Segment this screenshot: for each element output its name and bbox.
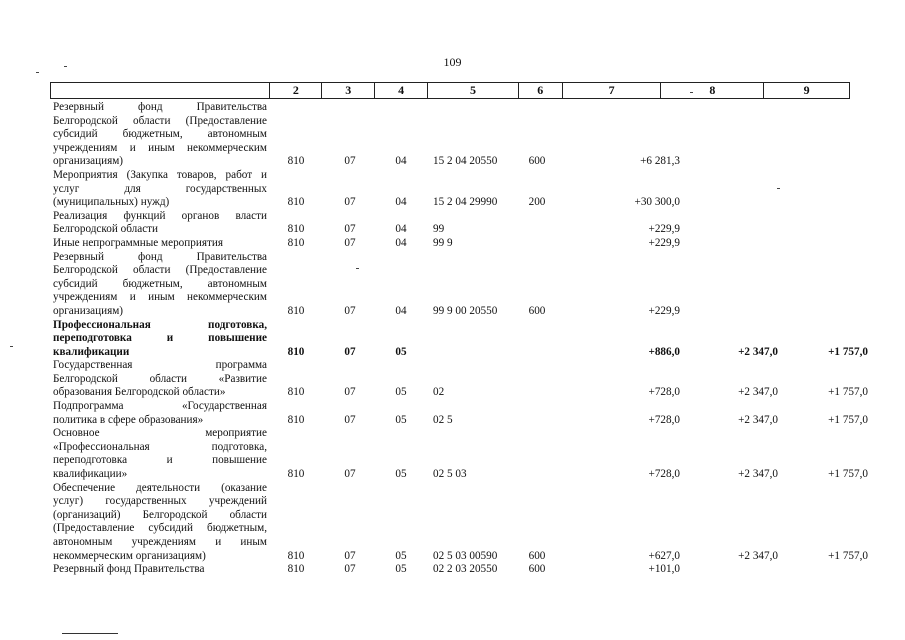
row-description bbox=[53, 427, 267, 481]
description-line: субсидий бюджетным, автономным bbox=[53, 277, 267, 290]
row-description bbox=[53, 237, 267, 251]
description-line: Белгородской области bbox=[53, 223, 159, 236]
header-col-5: 5 bbox=[427, 83, 518, 98]
cell-grbs: 810 bbox=[287, 386, 305, 399]
description-line: организациям) bbox=[53, 304, 124, 317]
description-line: Белгородской области «Развитие bbox=[53, 372, 267, 385]
description-line: учреждениям и иным некоммерческим bbox=[53, 291, 267, 304]
cell-pr: 04 bbox=[395, 236, 407, 249]
cell-sum-9: +1 757,0 bbox=[828, 549, 868, 562]
cell-sum-8: +2 347,0 bbox=[738, 413, 778, 426]
row-description bbox=[53, 319, 267, 360]
cell-sum-7: +101,0 bbox=[648, 563, 680, 576]
cell-sum-9: +1 757,0 bbox=[828, 386, 868, 399]
cell-rz: 07 bbox=[344, 549, 356, 562]
cell-grbs: 810 bbox=[287, 304, 305, 317]
row-description bbox=[53, 251, 267, 319]
cell-rz: 07 bbox=[344, 196, 356, 209]
description-line: Государственная программа bbox=[53, 359, 267, 372]
cell-csr: 15 2 04 29990 bbox=[433, 196, 498, 209]
description-line: квалификации bbox=[53, 345, 130, 358]
cell-sum-7: +627,0 bbox=[648, 549, 680, 562]
row-description bbox=[53, 210, 267, 237]
description-line: субсидий бюджетным, автономным bbox=[53, 128, 267, 141]
description-line: (муниципальных) нужд) bbox=[53, 196, 170, 209]
cell-rz: 07 bbox=[344, 413, 356, 426]
row-description bbox=[53, 359, 267, 400]
header-col-8: 8 bbox=[660, 83, 763, 98]
cell-vr: 600 bbox=[528, 155, 546, 168]
description-line: политика в сфере образования» bbox=[53, 413, 204, 426]
cell-grbs: 810 bbox=[287, 196, 305, 209]
cell-rz: 07 bbox=[344, 304, 356, 317]
cell-sum-7: +728,0 bbox=[648, 468, 680, 481]
row-description bbox=[53, 400, 267, 427]
cell-pr: 04 bbox=[395, 155, 407, 168]
cell-csr: 02 bbox=[433, 386, 445, 399]
description-line: квалификации» bbox=[53, 468, 128, 481]
cell-grbs: 810 bbox=[287, 563, 305, 576]
description-line: услуг для государственных bbox=[53, 182, 267, 195]
cell-grbs: 810 bbox=[287, 549, 305, 562]
header-col-4: 4 bbox=[374, 83, 427, 98]
table-body bbox=[53, 101, 868, 577]
description-line: Основное мероприятие bbox=[53, 427, 267, 440]
scan-speck bbox=[36, 72, 39, 73]
description-line: Подпрограмма «Государственная bbox=[53, 400, 267, 413]
cell-sum-7: +728,0 bbox=[648, 413, 680, 426]
cell-pr: 05 bbox=[395, 413, 407, 426]
cell-sum-7: +886,0 bbox=[648, 345, 680, 358]
table-row bbox=[53, 251, 853, 319]
cell-vr: 600 bbox=[528, 304, 546, 317]
cell-csr: 02 5 03 bbox=[433, 468, 467, 481]
description-line: (организаций) Белгородской области bbox=[53, 508, 267, 521]
scan-speck bbox=[64, 66, 67, 67]
description-line: учреждениям и иным некоммерческим bbox=[53, 141, 267, 154]
cell-pr: 05 bbox=[395, 345, 407, 358]
table-row bbox=[53, 563, 853, 577]
cell-rz: 07 bbox=[344, 563, 356, 576]
cell-sum-9: +1 757,0 bbox=[828, 413, 868, 426]
row-description bbox=[53, 169, 267, 210]
cell-pr: 05 bbox=[395, 386, 407, 399]
cell-sum-7: +6 281,3 bbox=[640, 155, 680, 168]
table-row bbox=[53, 359, 868, 400]
cell-sum-7: +229,9 bbox=[648, 236, 680, 249]
cell-sum-7: +229,9 bbox=[648, 223, 680, 236]
cell-csr: 02 5 03 00590 bbox=[433, 549, 498, 562]
description-line: автономным учреждениям и иным bbox=[53, 536, 267, 548]
cell-pr: 05 bbox=[395, 549, 407, 562]
header-col-2: 2 bbox=[269, 83, 321, 98]
description-line: (Предоставление субсидий бюджетным, bbox=[53, 522, 267, 535]
table-row bbox=[53, 210, 853, 237]
cell-grbs: 810 bbox=[287, 345, 305, 358]
header-col-3: 3 bbox=[321, 83, 374, 98]
cell-sum-8: +2 347,0 bbox=[738, 549, 778, 562]
cell-pr: 05 bbox=[395, 468, 407, 481]
cell-vr: 600 bbox=[528, 563, 546, 576]
header-col-6: 6 bbox=[518, 83, 562, 98]
bottom-rule bbox=[62, 633, 118, 634]
description-line: Резервный фонд Правительства bbox=[53, 563, 205, 576]
cell-grbs: 810 bbox=[287, 223, 305, 236]
description-line: Иные непрограммные мероприятия bbox=[53, 236, 224, 249]
cell-sum-8: +2 347,0 bbox=[738, 468, 778, 481]
cell-csr: 02 2 03 20550 bbox=[433, 563, 498, 576]
cell-sum-8: +2 347,0 bbox=[738, 386, 778, 399]
cell-rz: 07 bbox=[344, 223, 356, 236]
description-line: Резервный фонд Правительства bbox=[53, 101, 267, 113]
description-line: переподготовка и повышение bbox=[53, 454, 267, 467]
cell-csr: 15 2 04 20550 bbox=[433, 155, 498, 168]
row-description bbox=[53, 101, 267, 169]
cell-sum-8: +2 347,0 bbox=[738, 345, 778, 358]
cell-rz: 07 bbox=[344, 236, 356, 249]
table-row bbox=[53, 101, 853, 169]
description-line: Белгородской области (Предоставление bbox=[53, 264, 267, 277]
description-line: организациям) bbox=[53, 155, 124, 168]
scan-speck bbox=[690, 92, 693, 93]
table-row bbox=[53, 481, 868, 564]
table-row bbox=[53, 318, 868, 360]
description-line: Обеспечение деятельности (оказание bbox=[53, 481, 267, 494]
cell-grbs: 810 bbox=[287, 155, 305, 168]
description-line: образования Белгородской области» bbox=[53, 386, 226, 399]
description-line: Резервный фонд Правительства bbox=[53, 250, 267, 263]
description-line: «Профессиональная подготовка, bbox=[53, 440, 267, 453]
cell-pr: 05 bbox=[395, 563, 407, 576]
cell-grbs: 810 bbox=[287, 413, 305, 426]
description-line: некоммерческим организациям) bbox=[53, 549, 206, 562]
cell-sum-7: +30 300,0 bbox=[634, 196, 680, 209]
description-line: Белгородской области (Предоставление bbox=[53, 114, 267, 127]
table-row bbox=[53, 169, 853, 210]
description-line: Профессиональная подготовка, bbox=[53, 318, 267, 331]
cell-grbs: 810 bbox=[287, 236, 305, 249]
table-row bbox=[53, 400, 868, 427]
description-line: услуг) государственных учреждений bbox=[53, 495, 267, 508]
cell-pr: 04 bbox=[395, 196, 407, 209]
cell-vr: 200 bbox=[528, 196, 546, 209]
cell-csr: 99 9 bbox=[433, 236, 453, 249]
page-number: 109 bbox=[443, 55, 462, 69]
cell-csr: 02 5 bbox=[433, 413, 453, 426]
scan-speck bbox=[777, 188, 780, 189]
table-row bbox=[53, 427, 868, 481]
cell-vr: 600 bbox=[528, 549, 546, 562]
cell-sum-9: +1 757,0 bbox=[828, 468, 868, 481]
cell-sum-9: +1 757,0 bbox=[828, 345, 868, 358]
header-col-1 bbox=[51, 83, 269, 98]
header-col-7: 7 bbox=[562, 83, 661, 98]
row-description bbox=[53, 482, 267, 564]
scan-speck bbox=[356, 268, 359, 269]
cell-rz: 07 bbox=[344, 386, 356, 399]
cell-sum-7: +229,9 bbox=[648, 304, 680, 317]
cell-csr: 99 9 00 20550 bbox=[433, 304, 498, 317]
cell-rz: 07 bbox=[344, 468, 356, 481]
row-description bbox=[53, 563, 267, 577]
cell-pr: 04 bbox=[395, 223, 407, 236]
table-row bbox=[53, 237, 853, 251]
cell-grbs: 810 bbox=[287, 468, 305, 481]
cell-sum-7: +728,0 bbox=[648, 386, 680, 399]
description-line: Реализация функций органов власти bbox=[53, 209, 267, 222]
description-line: переподготовка и повышение bbox=[53, 332, 267, 345]
header-col-9: 9 bbox=[763, 83, 849, 98]
description-line: Мероприятия (Закупка товаров, работ и bbox=[53, 168, 267, 181]
cell-rz: 07 bbox=[344, 345, 356, 358]
cell-rz: 07 bbox=[344, 155, 356, 168]
cell-csr: 99 bbox=[433, 223, 445, 236]
scan-speck bbox=[10, 346, 13, 347]
table-header bbox=[50, 82, 850, 99]
cell-pr: 04 bbox=[395, 304, 407, 317]
